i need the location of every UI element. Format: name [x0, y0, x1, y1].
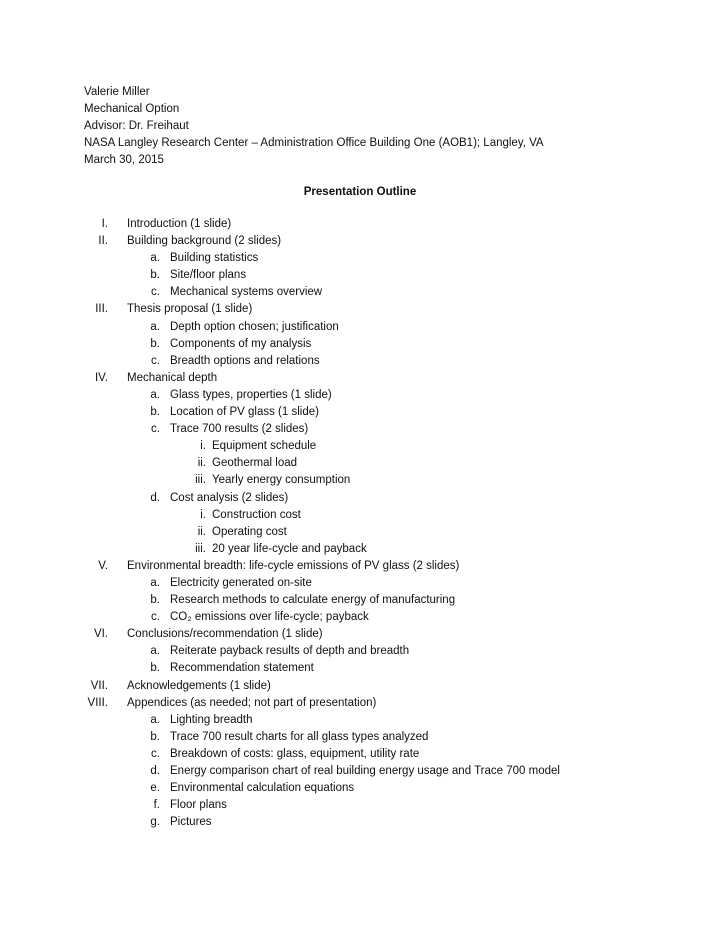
- outline-item: [0, 814, 720, 831]
- outline-item-number: a.: [150, 645, 160, 658]
- outline-item-number: ii.: [197, 457, 206, 470]
- outline-item: [0, 267, 720, 284]
- outline-item-text: Research methods to calculate energy of manufacturing: [170, 594, 456, 607]
- advisor-line: Advisor: Dr. Freihaut: [84, 120, 189, 133]
- outline-item-text: Acknowledgements (1 slide): [127, 679, 271, 692]
- outline-item: [0, 575, 720, 592]
- outline-item-text: Construction cost: [212, 508, 301, 521]
- outline-item: [0, 284, 720, 301]
- outline-item-text: Breadth options and relations: [170, 354, 320, 367]
- outline-item: [0, 353, 720, 370]
- outline-item-number: iii.: [195, 542, 206, 555]
- outline-item-text: Yearly energy consumption: [212, 474, 351, 487]
- outline-item-number: V.: [98, 559, 108, 572]
- presentation-outline: [0, 216, 720, 831]
- outline-item-number: III.: [95, 303, 108, 316]
- outline-item: [0, 387, 720, 404]
- outline-item-number: iii.: [195, 474, 206, 487]
- outline-item-number: b.: [150, 406, 160, 419]
- outline-item-number: e.: [150, 782, 160, 795]
- outline-item: [0, 695, 720, 712]
- date-line: March 30, 2015: [84, 154, 164, 167]
- outline-item: [0, 319, 720, 336]
- outline-item: [0, 336, 720, 353]
- outline-item-number: d.: [150, 491, 160, 504]
- outline-item: [0, 472, 720, 489]
- outline-item: [0, 524, 720, 541]
- outline-item: [0, 370, 720, 387]
- outline-item: [0, 216, 720, 233]
- outline-item-number: b.: [150, 662, 160, 675]
- outline-item-text: Floor plans: [170, 799, 227, 812]
- outline-item-text: Mechanical systems overview: [170, 286, 323, 299]
- outline-item: [0, 438, 720, 455]
- outline-item-text: Building background (2 slides): [127, 235, 282, 248]
- outline-item: [0, 250, 720, 267]
- outline-item-text: Thesis proposal (1 slide): [127, 303, 253, 316]
- outline-item: [0, 301, 720, 318]
- outline-item-number: b.: [150, 269, 160, 282]
- outline-item-text: Breakdown of costs: glass, equipment, utility rate: [170, 747, 420, 760]
- outline-item: [0, 729, 720, 746]
- outline-item: [0, 712, 720, 729]
- outline-item-number: VII.: [90, 679, 108, 692]
- outline-item-number: c.: [151, 747, 160, 760]
- outline-item-number: i.: [200, 508, 206, 521]
- outline-item-text: Equipment schedule: [212, 440, 317, 453]
- outline-item-text: Depth option chosen; justification: [170, 320, 339, 333]
- outline-item: [0, 780, 720, 797]
- outline-item-number: a.: [150, 320, 160, 333]
- page-title: Presentation Outline: [303, 186, 417, 198]
- outline-item-text: Lighting breadth: [170, 713, 253, 726]
- outline-item: [0, 558, 720, 575]
- outline-item: [0, 592, 720, 609]
- outline-item-number: VIII.: [87, 696, 108, 709]
- outline-item-text: Conclusions/recommendation (1 slide): [127, 628, 323, 641]
- outline-item-number: d.: [150, 765, 160, 777]
- outline-item-text: Location of PV glass (1 slide): [170, 406, 319, 419]
- outline-item-text: Operating cost: [212, 525, 287, 538]
- outline-item-text: Electricity generated on-site: [170, 576, 312, 589]
- outline-item: [0, 455, 720, 472]
- outline-item-text: Site/floor plans: [170, 269, 247, 282]
- outline-item: [0, 233, 720, 250]
- outline-item-text: Trace 700 result charts for all glass types analyzed: [170, 730, 429, 743]
- outline-item-text: 20 year life-cycle and payback: [212, 542, 367, 555]
- outline-item-number: I.: [101, 218, 108, 230]
- outline-item-number: a.: [150, 576, 160, 589]
- outline-item-number: i.: [200, 440, 206, 453]
- outline-item: [0, 490, 720, 507]
- outline-item-text: Recommendation statement: [170, 662, 314, 675]
- outline-item-text: Environmental calculation equations: [170, 782, 355, 795]
- outline-item-number: g.: [150, 816, 160, 829]
- author-name: Valerie Miller: [84, 86, 150, 98]
- outline-item-text: Trace 700 results (2 slides): [170, 423, 309, 436]
- outline-item-number: a.: [150, 388, 160, 401]
- outline-item: [0, 507, 720, 524]
- outline-item-text: CO₂ emissions over life-cycle; payback: [170, 611, 369, 624]
- outline-item: [0, 541, 720, 558]
- outline-item: [0, 404, 720, 421]
- outline-item-number: IV.: [94, 371, 108, 384]
- outline-item-number: b.: [150, 337, 160, 350]
- outline-item-text: Mechanical depth: [127, 371, 218, 384]
- outline-item-number: b.: [150, 730, 160, 743]
- outline-item: [0, 660, 720, 677]
- option-line: Mechanical Option: [84, 103, 180, 116]
- outline-item-number: VI.: [93, 628, 108, 641]
- outline-item: [0, 643, 720, 660]
- outline-item-number: f.: [153, 799, 160, 812]
- outline-item: [0, 609, 720, 626]
- outline-item-text: Energy comparison chart of real building energy usage and Trace 700 model: [170, 765, 560, 777]
- outline-item-number: II.: [98, 235, 108, 248]
- location-line: NASA Langley Research Center – Administration Office Building One (AOB1); Langley, VA: [84, 137, 544, 150]
- outline-item: [0, 678, 720, 695]
- outline-item: [0, 746, 720, 763]
- outline-item-number: c.: [151, 286, 160, 299]
- outline-item-text: Cost analysis (2 slides): [170, 491, 289, 504]
- outline-item-number: a.: [150, 252, 160, 265]
- outline-item-number: b.: [150, 594, 160, 607]
- outline-item-text: Building statistics: [170, 252, 259, 265]
- outline-item-number: a.: [150, 713, 160, 726]
- outline-item-text: Reiterate payback results of depth and breadth: [170, 645, 410, 658]
- outline-item-number: c.: [151, 354, 160, 367]
- outline-item: [0, 421, 720, 438]
- document-header: [84, 84, 544, 169]
- outline-item-text: Pictures: [170, 816, 212, 829]
- outline-item-text: Components of my analysis: [170, 337, 312, 350]
- outline-item-text: Geothermal load: [212, 457, 298, 470]
- outline-item-text: Glass types, properties (1 slide): [170, 388, 332, 401]
- outline-item-number: ii.: [197, 525, 206, 538]
- outline-item: [0, 763, 720, 780]
- outline-item-text: Environmental breadth: life-cycle emissions of PV glass (2 slides): [127, 559, 460, 572]
- outline-item-number: c.: [151, 423, 160, 436]
- outline-item-text: Introduction (1 slide): [127, 218, 232, 230]
- outline-item: [0, 626, 720, 643]
- outline-item-number: c.: [151, 611, 160, 624]
- outline-item-text: Appendices (as needed; not part of presentation): [127, 696, 377, 709]
- outline-item: [0, 797, 720, 814]
